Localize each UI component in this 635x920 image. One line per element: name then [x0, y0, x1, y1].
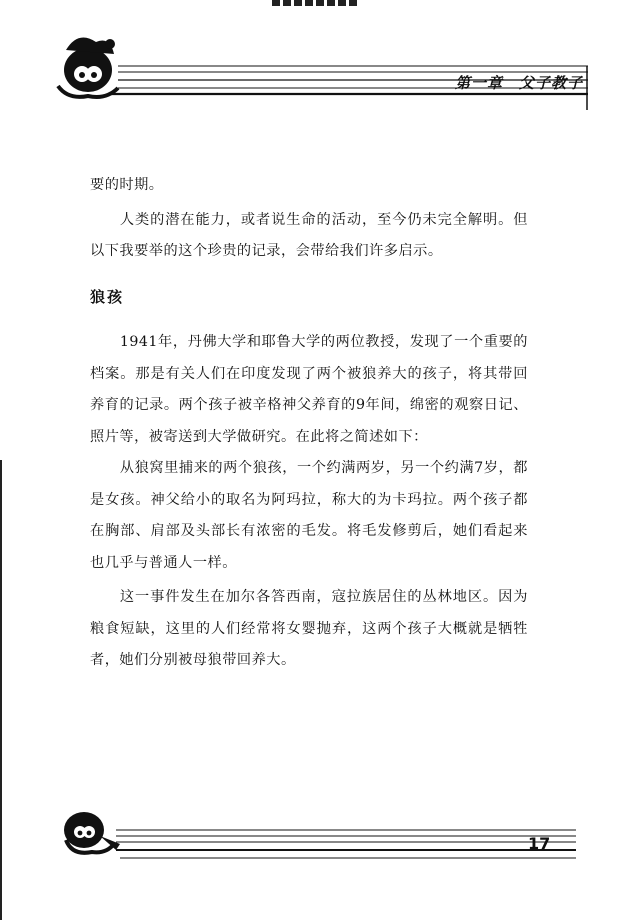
- paragraph: 人类的潜在能力，或者说生命的活动，至今仍未完全解明。但以下我要举的这个珍贵的记录，会带给我们许多启示。: [90, 211, 528, 259]
- cartoon-child-icon: [64, 812, 120, 853]
- chapter-title: 第一章 父子教子: [454, 74, 583, 92]
- paragraph: 1941年，丹佛大学和耶鲁大学的两位教授，发现了一个重要的档案。那是有关人们在印度发现了两个被狼养大的孩子，将其带回养育的记录。两个孩子被辛格神父养育的9年间，绵密的观察日记、照片等，被寄送到大学做研究。在此将之简述如下：: [90, 334, 528, 445]
- header-ornament: [48, 30, 588, 110]
- paragraph-continuation: 要的时期。: [90, 177, 164, 193]
- page-edge-shadow: [0, 460, 2, 920]
- paragraph: 从狼窝里捕来的两个狼孩，一个约满两岁，另一个约满7岁，都是女孩。神父给小的取名为阿玛拉，称大的为卡玛拉。两个孩子都在胸部、肩部及头部长有浓密的毛发。将毛发修剪后，她们看起来也几乎与普通人一样。: [90, 460, 528, 571]
- paragraph: 这一事件发生在加尔各答西南，寇拉族居住的丛林地区。因为粮食短缺，这里的人们经常将女婴抛弃，这两个孩子大概就是牺牲者，她们分别被母狼带回养大。: [90, 589, 528, 668]
- cartoon-child-icon: [58, 38, 118, 98]
- footer-ornament: [56, 800, 576, 870]
- top-scan-artifact: [272, 0, 360, 6]
- body-text: [90, 170, 528, 677]
- footer-rules: [116, 830, 576, 858]
- section-heading: 狼孩: [90, 287, 125, 306]
- page-number: 17: [528, 834, 551, 853]
